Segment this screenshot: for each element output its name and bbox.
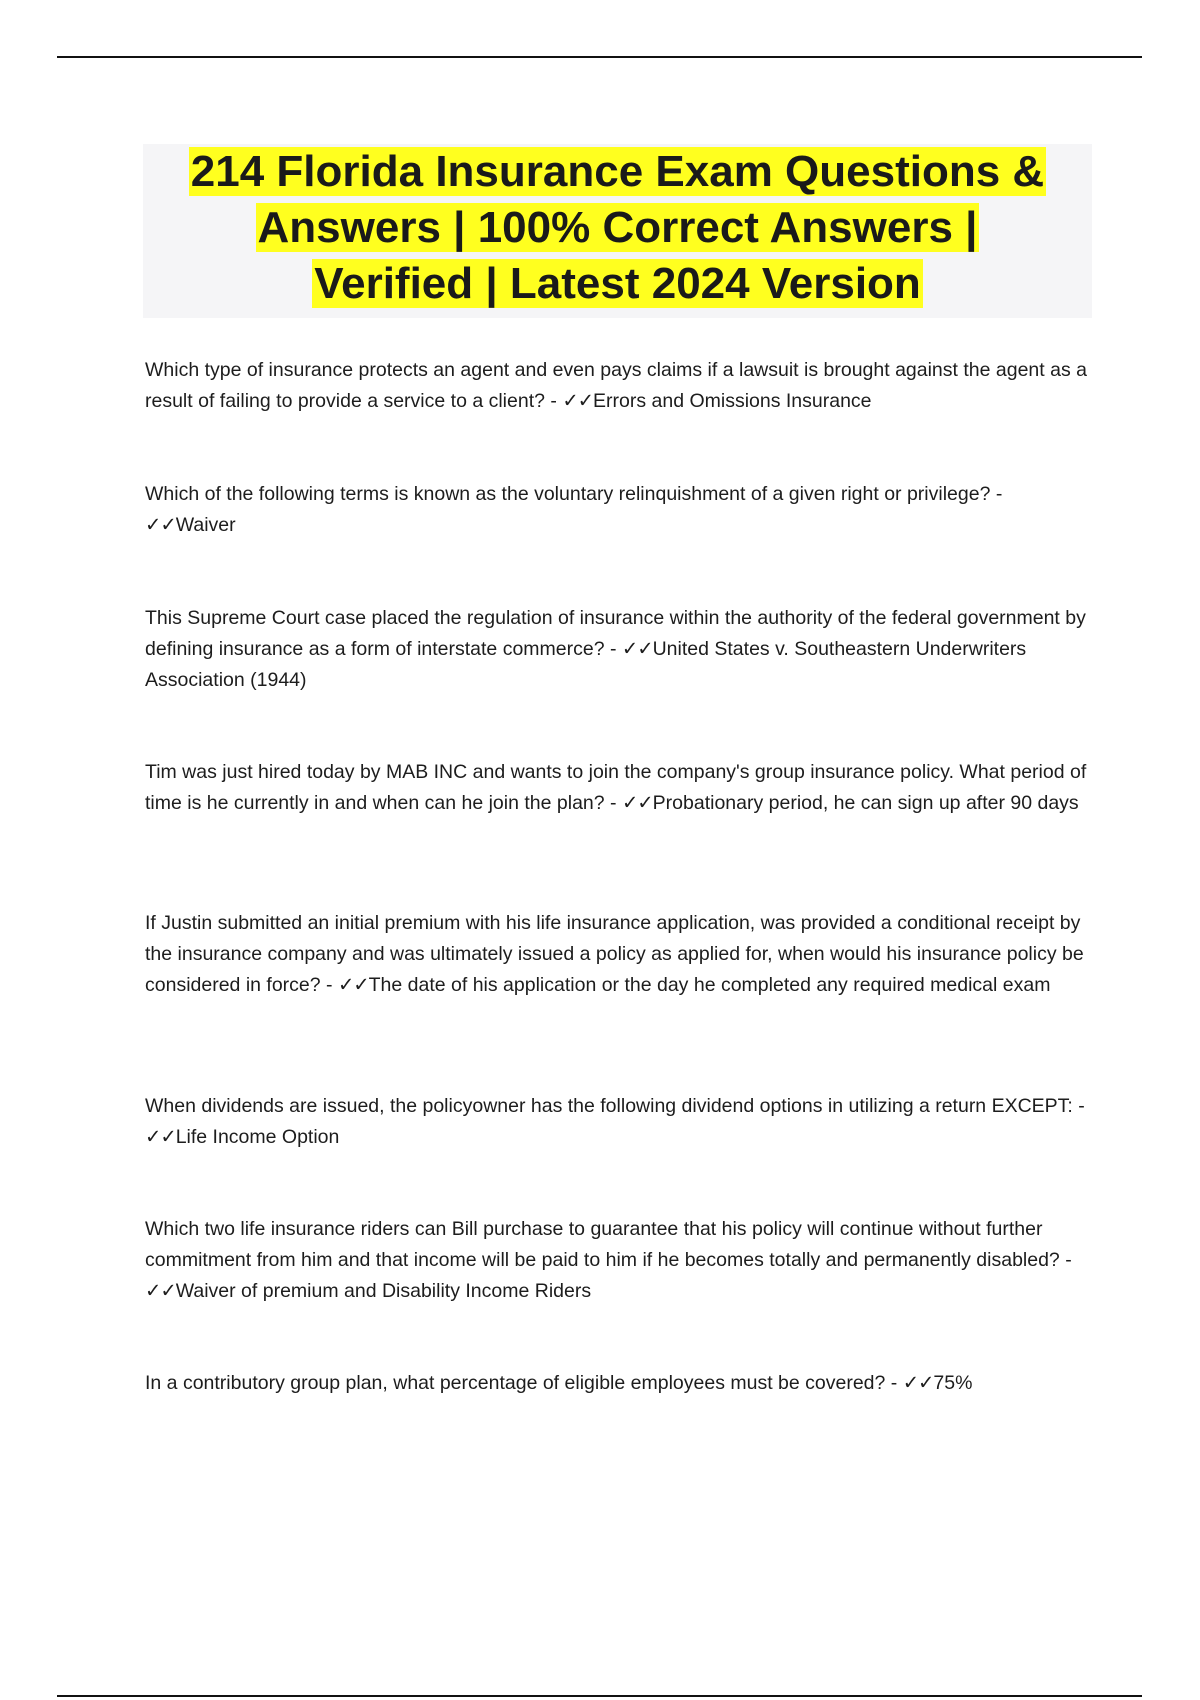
qa-item: [145, 479, 1095, 541]
double-check-icon: ✓✓: [337, 974, 369, 996]
answer-text: Waiver of premium and Disability Income Riders: [175, 1280, 592, 1302]
separator: -: [604, 792, 622, 814]
question-text: In a contributory group plan, what percentage of eligible employees must be covered?: [145, 1372, 886, 1394]
separator: -: [1059, 1249, 1072, 1271]
double-check-icon: ✓✓: [621, 792, 653, 814]
qa-item: [145, 908, 1095, 1001]
double-check-icon: ✓✓: [145, 1126, 176, 1148]
top-rule: [57, 56, 1142, 58]
question-text: This Supreme Court case placed the regulation of insurance within the authority of the federal government by defining insurance as a form of interstate commerce?: [145, 607, 1086, 660]
qa-item: [145, 1214, 1095, 1307]
question-text: When dividends are issued, the policyowner has the following dividend options in utilizing a return EXCEPT:: [145, 1095, 1073, 1117]
question-text: Tim was just hired today by MAB INC and wants to join the company's group insurance policy. What period of time is he currently in and when can he join the plan?: [145, 761, 1087, 814]
title-line-text: 214 Florida Insurance Exam Questions &: [190, 147, 1045, 196]
separator: -: [320, 974, 338, 996]
separator: -: [544, 390, 563, 412]
answer-text: Errors and Omissions Insurance: [593, 390, 872, 412]
answer-text: United States v. Southeastern Underwriters Association (1944): [145, 638, 1027, 691]
separator: -: [604, 638, 622, 660]
double-check-icon: ✓✓: [562, 390, 593, 412]
question-text: Which of the following terms is known as the voluntary relinquishment of a given right or privilege?: [145, 483, 991, 505]
double-check-icon: ✓✓: [621, 638, 653, 660]
title-line-text: Answers | 100% Correct Answers |: [257, 203, 978, 252]
title-line: [143, 256, 1092, 312]
qa-item: [145, 603, 1095, 696]
answer-text: Probationary period, he can sign up after 90 days: [652, 792, 1079, 814]
answer-text: The date of his application or the day he completed any required medical exam: [368, 974, 1051, 996]
answer-text: Waiver: [175, 514, 236, 536]
double-check-icon: ✓✓: [902, 1372, 934, 1394]
title-line: [143, 144, 1092, 200]
double-check-icon: ✓✓: [145, 1280, 176, 1302]
bottom-rule: [57, 1695, 1142, 1697]
answer-text: 75%: [933, 1372, 973, 1394]
qa-item: [145, 1368, 1095, 1399]
separator: -: [1072, 1095, 1085, 1117]
qa-item: [145, 757, 1095, 819]
title-line: [143, 200, 1092, 256]
qa-item: [145, 355, 1095, 417]
double-check-icon: ✓✓: [145, 514, 176, 536]
qa-item: [145, 1091, 1095, 1153]
title-line-text: Verified | Latest 2024 Version: [314, 259, 921, 308]
document-title: [143, 144, 1092, 318]
separator: -: [885, 1372, 903, 1394]
question-text: If Justin submitted an initial premium with his life insurance application, was provided a conditional receipt by the insurance company and was ultimately issued a policy as applied for, when would his insurance policy be considered in force?: [145, 912, 1084, 996]
question-text: Which type of insurance protects an agent and even pays claims if a lawsuit is brought against the agent as a result of failing to provide a service to a client?: [145, 359, 1087, 412]
question-text: Which two life insurance riders can Bill purchase to guarantee that his policy will continue without further commitment from him and that income will be paid to him if he becomes totally and permanently disabled?: [145, 1218, 1060, 1271]
answer-text: Life Income Option: [175, 1126, 340, 1148]
separator: -: [990, 483, 1003, 505]
